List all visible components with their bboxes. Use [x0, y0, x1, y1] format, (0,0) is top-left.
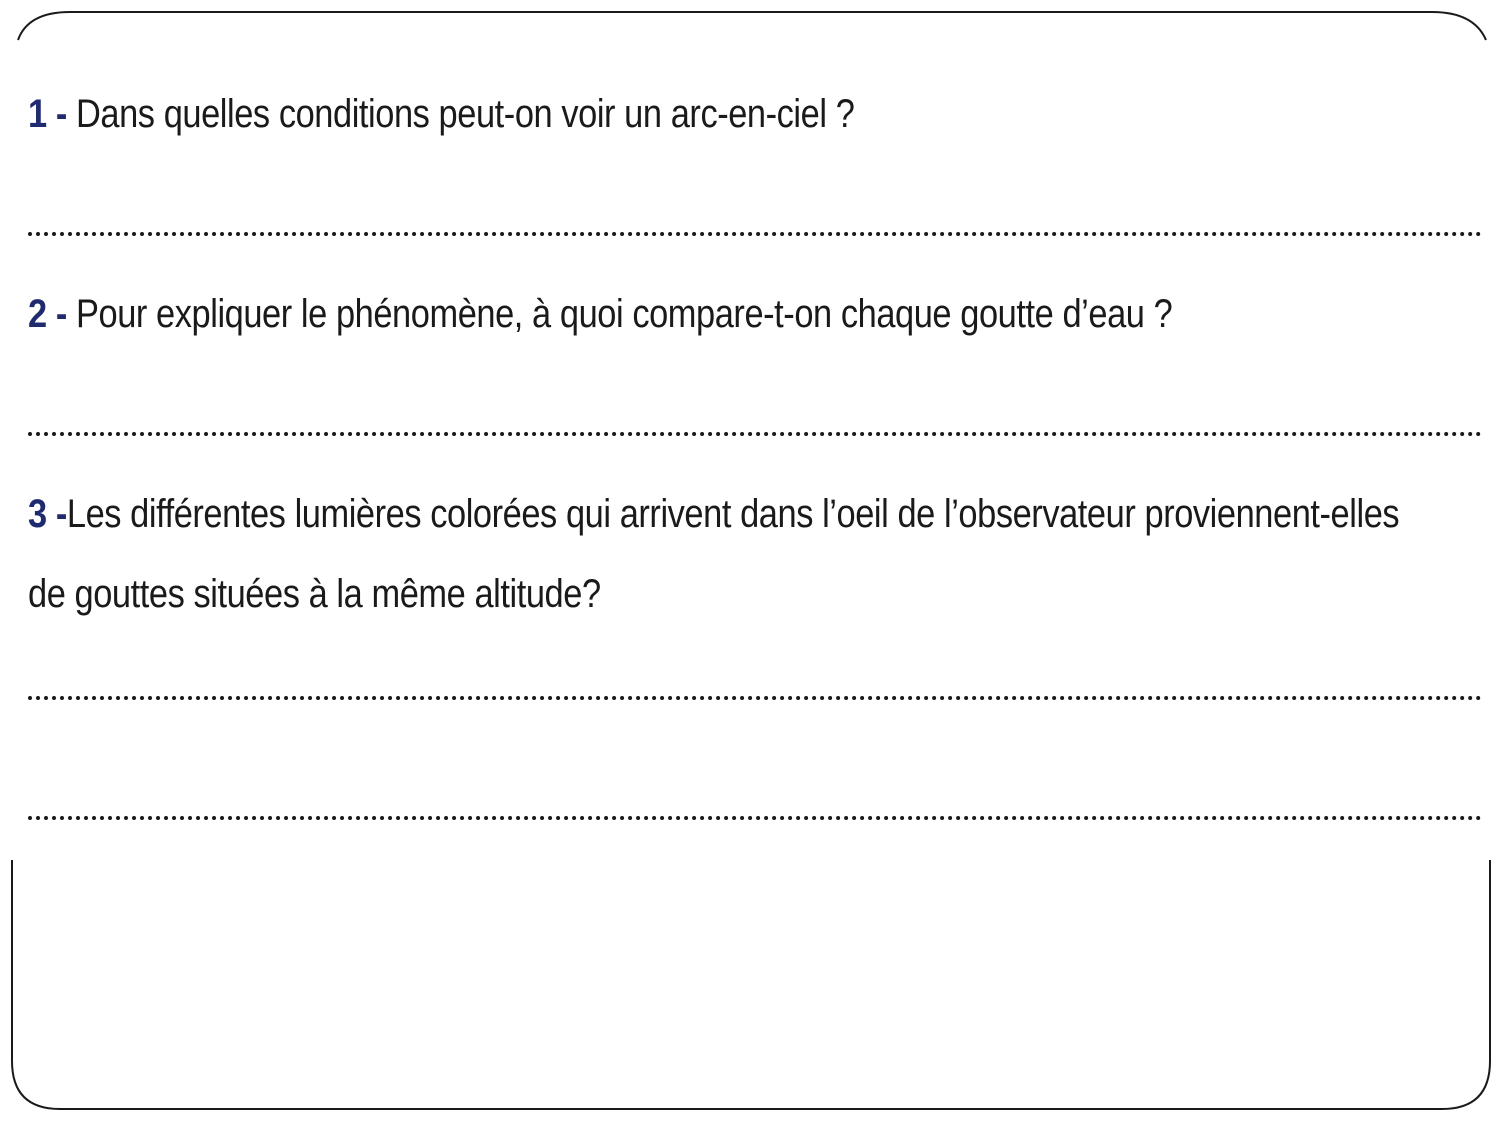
worksheet — [28, 0, 1484, 860]
question-number: 2 — [28, 292, 47, 336]
question-line-1 — [28, 474, 1400, 554]
question-separator: - — [46, 292, 76, 336]
question-separator: - — [46, 492, 67, 536]
question-number: 3 — [28, 492, 47, 536]
question-text: Pour expliquer le phénomène, à quoi compare-t-on chaque goutte d’eau ? — [75, 292, 1173, 336]
answer-line — [28, 816, 1482, 820]
question-2 — [28, 274, 1275, 354]
question-text: Dans quelles conditions peut-on voir un arc-en-ciel ? — [75, 92, 855, 136]
answer-line — [28, 232, 1482, 236]
question-3 — [28, 474, 1400, 634]
answer-line — [28, 696, 1482, 700]
answer-line — [28, 432, 1482, 436]
question-text: Les différentes lumières colorées qui arrivent dans l’oeil de l’observateur proviennent-elles — [66, 492, 1400, 536]
question-separator: - — [46, 92, 76, 136]
question-1 — [28, 74, 1275, 154]
question-number: 1 — [28, 92, 47, 136]
question-line-2: de gouttes situées à la même altitude? — [28, 572, 601, 616]
